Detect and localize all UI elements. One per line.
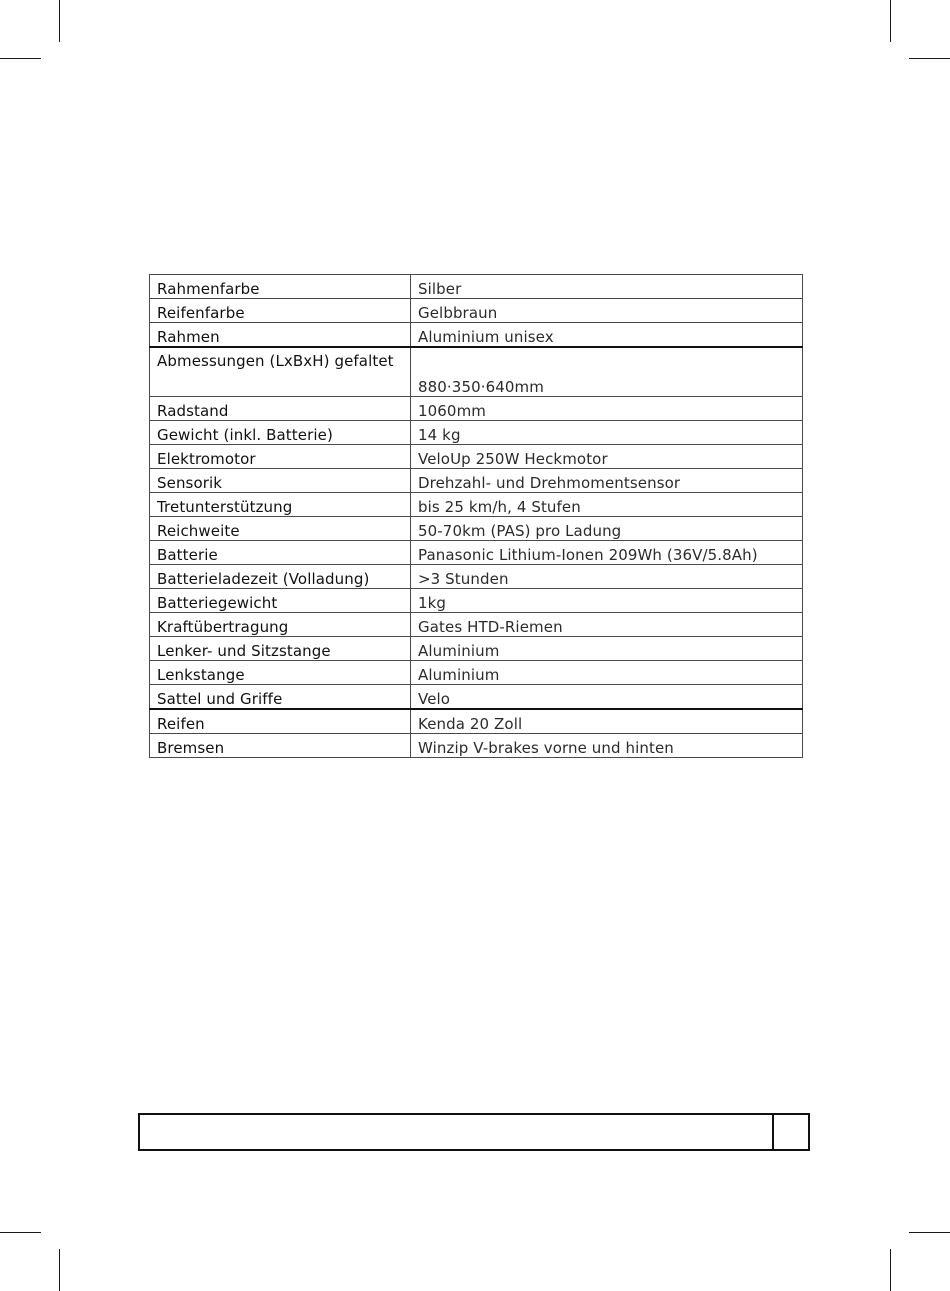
- spec-value: >3 Stunden: [411, 565, 803, 589]
- table-row: [150, 661, 803, 685]
- crop-mark-top-left-horizontal: [0, 58, 41, 59]
- spec-label: Rahmen: [150, 323, 411, 348]
- table-row: [150, 709, 803, 734]
- spec-label: Lenker- und Sitzstange: [150, 637, 411, 661]
- table-row: [150, 637, 803, 661]
- spec-value: Gelbbraun: [411, 299, 803, 323]
- spec-value: 14 kg: [411, 421, 803, 445]
- spec-value: 1kg: [411, 589, 803, 613]
- spec-label: Batterie: [150, 541, 411, 565]
- spec-value: Kenda 20 Zoll: [411, 709, 803, 734]
- spec-label: Reifen: [150, 709, 411, 734]
- footer-bar: [138, 1113, 810, 1151]
- spec-label: Sattel und Griffe: [150, 685, 411, 710]
- specifications-table: [149, 274, 803, 758]
- table-row: [150, 613, 803, 637]
- spec-value: Silber: [411, 275, 803, 299]
- table-row: [150, 734, 803, 758]
- spec-value: Aluminium: [411, 637, 803, 661]
- spec-label: Batterieladezeit (Volladung): [150, 565, 411, 589]
- spec-label: Elektromotor: [150, 445, 411, 469]
- spec-value: Velo: [411, 685, 803, 710]
- spec-label: Reichweite: [150, 517, 411, 541]
- spec-value: Panasonic Lithium-Ionen 209Wh (36V/5.8Ah): [411, 541, 803, 565]
- crop-mark-top-right-vertical: [890, 0, 891, 42]
- crop-mark-bottom-right-vertical: [890, 1249, 891, 1291]
- spec-label: Abmessungen (LxBxH) gefaltet: [150, 347, 411, 397]
- spec-value: Aluminium unisex: [411, 323, 803, 348]
- table-row: [150, 565, 803, 589]
- spec-label: Gewicht (inkl. Batterie): [150, 421, 411, 445]
- crop-mark-top-left-vertical: [59, 0, 60, 42]
- spec-label: Sensorik: [150, 469, 411, 493]
- spec-label: Radstand: [150, 397, 411, 421]
- spec-label: Bremsen: [150, 734, 411, 758]
- spec-label: Tretunterstützung: [150, 493, 411, 517]
- table-row: [150, 517, 803, 541]
- table-row: [150, 685, 803, 710]
- table-row: [150, 493, 803, 517]
- spec-label: Batteriegewicht: [150, 589, 411, 613]
- table-row: [150, 421, 803, 445]
- table-row: [150, 299, 803, 323]
- table-row: [150, 445, 803, 469]
- table-row: [150, 541, 803, 565]
- spec-value: 880·350·640mm: [411, 347, 803, 397]
- table-row: [150, 397, 803, 421]
- spec-label: Rahmenfarbe: [150, 275, 411, 299]
- page-number: [774, 1115, 808, 1149]
- spec-value: bis 25 km/h, 4 Stufen: [411, 493, 803, 517]
- crop-mark-bottom-left-vertical: [59, 1249, 60, 1291]
- table-row: [150, 275, 803, 299]
- spec-value: 1060mm: [411, 397, 803, 421]
- spec-value: Aluminium: [411, 661, 803, 685]
- spec-value: 50-70km (PAS) pro Ladung: [411, 517, 803, 541]
- spec-value: Drehzahl- und Drehmomentsensor: [411, 469, 803, 493]
- crop-mark-bottom-left-horizontal: [0, 1232, 41, 1233]
- spec-value: VeloUp 250W Heckmotor: [411, 445, 803, 469]
- table-row: [150, 589, 803, 613]
- table-row: [150, 469, 803, 493]
- crop-mark-top-right-horizontal: [909, 58, 950, 59]
- spec-label: Reifenfarbe: [150, 299, 411, 323]
- table-row: [150, 323, 803, 348]
- spec-label: Lenkstange: [150, 661, 411, 685]
- spec-label: Kraftübertragung: [150, 613, 411, 637]
- spec-value: Winzip V-brakes vorne und hinten: [411, 734, 803, 758]
- table-row: [150, 347, 803, 397]
- crop-mark-bottom-right-horizontal: [909, 1232, 950, 1233]
- spec-value: Gates HTD-Riemen: [411, 613, 803, 637]
